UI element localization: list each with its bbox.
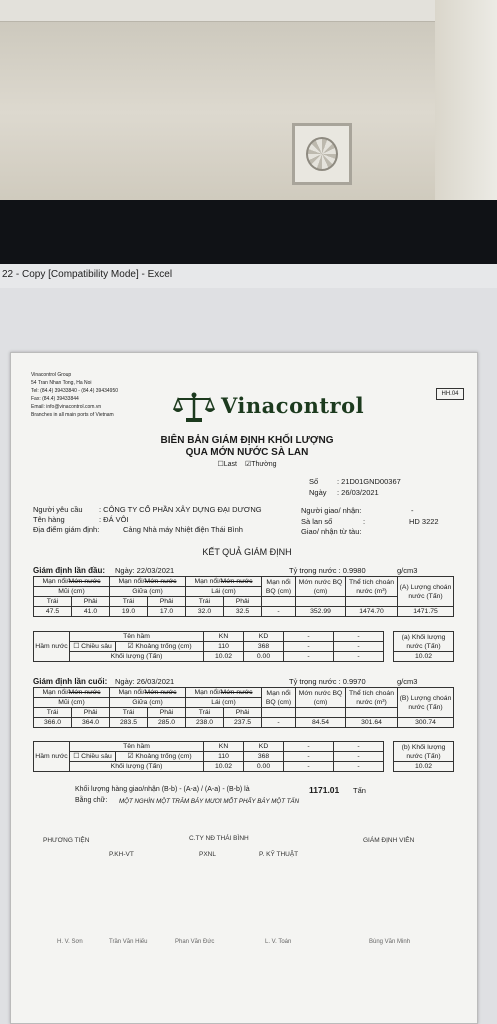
summary-formula: Khối lượng hàng giao/nhận (B-b) - (A-a) / (A-a) - (B-b) là — [75, 786, 250, 793]
table-cell: 368 — [244, 752, 284, 762]
table-cell: 41.0 — [72, 607, 110, 617]
barge-label: Sà lan số — [301, 517, 333, 526]
table-cell: - — [284, 652, 334, 662]
col-avg-draft: Mớn nước BQ (cm) — [296, 688, 346, 708]
side-label: Phải — [148, 708, 186, 718]
dept-kh-vt: P.KH-VT — [109, 851, 134, 858]
table-cell: 364.0 — [72, 718, 110, 728]
side-label: Trái — [186, 597, 224, 607]
last-draft-table — [33, 687, 454, 728]
table-cell: 283.5 — [110, 718, 148, 728]
col-mid-unit: Giữa (cm) — [110, 698, 186, 708]
table-cell: 32.5 — [224, 607, 262, 617]
report-no-value: : 21D01GND00367 — [337, 477, 401, 486]
first-ballast-table — [33, 631, 454, 662]
last-density-unit: g/cm3 — [397, 677, 418, 686]
table-cell: 300.74 — [398, 718, 454, 728]
barge-colon: : — [363, 517, 366, 526]
deliverer-label: Người giao/ nhận: — [301, 506, 362, 515]
table-cell: - — [284, 742, 334, 752]
table-cell: - — [284, 632, 334, 642]
ballast-col-kn: KN — [204, 632, 244, 642]
table-cell: 368 — [244, 642, 284, 652]
water-mass-b-label: (b) Khối lượng nước (Tấn) — [394, 742, 454, 762]
first-draft-table — [33, 576, 454, 617]
company-line: Branches in all main ports of Vietnam — [31, 412, 114, 418]
company-line: Vinacontrol Group — [31, 372, 72, 378]
table-cell: 238.0 — [186, 718, 224, 728]
table-cell: 301.64 — [346, 718, 398, 728]
table-cell: 19.0 — [110, 607, 148, 617]
col-stern-header: Mạn nổi/Mớn nước — [186, 688, 262, 698]
side-label: Phải — [72, 708, 110, 718]
table-cell: - — [284, 752, 334, 762]
depth-option: ☐ Chiều sâu — [70, 752, 116, 762]
window-title: 22 - Copy [Compatibility Mode] - Excel — [0, 264, 497, 288]
company-line: Tel: (84.4) 39433840 - (84.4) 39434950 — [31, 388, 119, 394]
checkbox-last: ☐Last — [217, 461, 238, 468]
requester-label: Người yêu cầu — [33, 505, 83, 514]
summary-words: MỘT NGHÌN MỘT TRĂM BẢY MƯƠI MỐT PHẨY BẢY MỘT TẤN — [119, 798, 300, 805]
company-line: Email: info@vinacontrol.com.vn — [31, 404, 102, 410]
signer-inspector: GIÁM ĐỊNH VIÊN — [363, 837, 415, 844]
last-values-row — [34, 718, 454, 728]
side-label: Phải — [224, 597, 262, 607]
last-ballast-table — [33, 741, 454, 772]
scales-logo-icon — [173, 391, 215, 423]
deliverer-value: - — [411, 506, 414, 515]
col-stern-unit: Lái (cm) — [186, 587, 262, 597]
barge-number: HD 3222 — [409, 517, 439, 526]
col-bow-header: Mạn nổi/Mớn nước — [34, 577, 110, 587]
col-bow-unit: Mũi (cm) — [34, 587, 110, 597]
col-displacement-b: (B) Lượng choán nước (Tấn) — [398, 688, 454, 718]
side-label: Trái — [34, 708, 72, 718]
report-no-label: Số — [309, 477, 319, 486]
signature-name: H. V. Sơn — [57, 939, 83, 945]
table-cell: 32.0 — [186, 607, 224, 617]
requester-value: : CÔNG TY CỔ PHẦN XÂY DỰNG ĐẠI DƯƠNG — [99, 505, 262, 514]
background-wall — [0, 0, 497, 205]
company-line: Fax: (84.4) 39433844 — [31, 396, 79, 402]
background-ceiling — [0, 0, 497, 22]
inspection-report — [23, 363, 471, 1023]
signer-plant: C.TY NĐ THÁI BÌNH — [189, 835, 249, 842]
ballast-col-name: Tên hầm — [70, 742, 204, 752]
side-label: Phải — [224, 708, 262, 718]
table-cell: 366.0 — [34, 718, 72, 728]
ballast-col-kd: KD — [244, 742, 284, 752]
table-cell: 0.00 — [244, 762, 284, 772]
report-type-checks — [23, 460, 471, 468]
summary-words-label: Bằng chữ: — [75, 797, 108, 804]
table-cell: 84.54 — [296, 718, 346, 728]
location-value: Cảng Nhà máy Nhiệt điện Thái Bình — [123, 525, 243, 534]
signer-vessel: PHƯƠNG TIỆN — [43, 837, 90, 844]
print-preview-page — [10, 352, 478, 1024]
signature-name: L. V. Toán — [265, 939, 292, 945]
water-mass-a-label: (a) Khối lượng nước (Tấn) — [394, 632, 454, 652]
col-bow-header: Mạn nổi/Mớn nước — [34, 688, 110, 698]
fan-icon — [306, 137, 338, 171]
company-line: 54 Tran Nhan Tong, Ha Noi — [31, 380, 92, 386]
col-volume: Thể tích choán nước (m³) — [346, 688, 398, 708]
first-values-row — [34, 607, 454, 617]
table-cell: 0.00 — [244, 652, 284, 662]
excel-window — [0, 264, 497, 1024]
table-cell: - — [334, 752, 384, 762]
table-cell: 237.5 — [224, 718, 262, 728]
side-label: Trái — [186, 708, 224, 718]
brand-logo-text: Vinacontrol — [221, 393, 365, 418]
goods-label: Tên hàng — [33, 515, 65, 524]
col-avg-freeboard: Mạn nổi BQ (cm) — [262, 688, 296, 708]
table-cell: - — [284, 762, 334, 772]
checkbox-normal: ☑Thường — [244, 461, 277, 468]
ship-label: Giao/ nhận từ tàu: — [301, 527, 362, 536]
table-cell: - — [334, 652, 384, 662]
report-date-label: Ngày — [309, 488, 327, 497]
ventilation-fan — [292, 123, 352, 185]
ballast-col-kd: KD — [244, 632, 284, 642]
first-inspection-date: Ngày: 22/03/2021 — [115, 566, 175, 575]
dept-technical: P. KỸ THUẬT — [259, 851, 299, 858]
location-label: Địa điểm giám định: — [33, 525, 100, 534]
table-cell: - — [262, 607, 296, 617]
signature-name: Bùng Văn Minh — [369, 939, 411, 945]
ullage-option: ☑ Khoảng trống (cm) — [116, 642, 204, 652]
table-cell: - — [334, 632, 384, 642]
report-date-value: : 26/03/2021 — [337, 488, 379, 497]
table-cell: 10.02 — [204, 652, 244, 662]
col-displacement-a: (A) Lượng choán nước (Tấn) — [398, 577, 454, 607]
first-water-density: Tỷ trọng nước : 0.9980 — [289, 566, 366, 575]
table-cell: - — [334, 762, 384, 772]
col-volume: Thể tích choán nước (m³) — [346, 577, 398, 597]
table-cell: 352.99 — [296, 607, 346, 617]
background-wall-edge — [435, 0, 497, 205]
water-mass-b-value: 10.02 — [394, 762, 454, 772]
table-cell: 110 — [204, 642, 244, 652]
table-cell: 285.0 — [148, 718, 186, 728]
table-cell: 1474.70 — [346, 607, 398, 617]
ballast-label: Hầm nước — [34, 632, 70, 662]
ballast-label: Hầm nước — [34, 742, 70, 772]
last-inspection-heading: Giám định lần cuối: — [33, 677, 108, 686]
first-density-unit: g/cm3 — [397, 566, 418, 575]
table-cell: 17.0 — [148, 607, 186, 617]
last-water-density: Tỷ trọng nước : 0.9970 — [289, 677, 366, 686]
table-cell: - — [262, 718, 296, 728]
depth-option: ☐ Chiều sâu — [70, 642, 116, 652]
dept-pxnl: PXNL — [199, 851, 216, 858]
summary-unit: Tấn — [353, 786, 366, 795]
ullage-option: ☑ Khoảng trống (cm) — [116, 752, 204, 762]
col-avg-draft: Mớn nước BQ (cm) — [296, 577, 346, 597]
ballast-col-kn: KN — [204, 742, 244, 752]
monitor-bezel — [0, 200, 497, 264]
col-stern-unit: Lái (cm) — [186, 698, 262, 708]
table-cell: - — [334, 742, 384, 752]
col-mid-unit: Giữa (cm) — [110, 587, 186, 597]
table-cell: 1471.75 — [398, 607, 454, 617]
table-cell: 110 — [204, 752, 244, 762]
side-label: Phải — [72, 597, 110, 607]
mass-row-label: Khối lượng (Tấn) — [70, 762, 204, 772]
col-bow-unit: Mũi (cm) — [34, 698, 110, 708]
water-mass-a-value: 10.02 — [394, 652, 454, 662]
ballast-col-name: Tên hầm — [70, 632, 204, 642]
form-code: HH.04 — [436, 388, 464, 400]
table-cell: - — [284, 642, 334, 652]
signature-name: Trần Văn Hiếu — [109, 939, 148, 945]
last-inspection-date: Ngày: 26/03/2021 — [115, 677, 175, 686]
report-title: BIÊN BẢN GIÁM ĐỊNH KHỐI LƯỢNG — [160, 435, 334, 446]
col-mid-header: Mạn nổi/Mớn nước — [110, 577, 186, 587]
first-inspection-heading: Giám định lần đầu: — [33, 566, 106, 575]
side-label: Trái — [110, 597, 148, 607]
col-avg-freeboard: Mạn nổi BQ (cm) — [262, 577, 296, 597]
table-cell: 10.02 — [204, 762, 244, 772]
goods-value: : ĐÁ VÔI — [99, 515, 129, 524]
report-subtitle: QUA MỚN NƯỚC SÀ LAN — [185, 447, 309, 458]
side-label: Phải — [148, 597, 186, 607]
col-stern-header: Mạn nổi/Mớn nước — [186, 577, 262, 587]
company-info — [31, 371, 118, 419]
col-mid-header: Mạn nổi/Mớn nước — [110, 688, 186, 698]
mass-row-label: Khối lượng (Tấn) — [70, 652, 204, 662]
table-cell: 47.5 — [34, 607, 72, 617]
signature-name: Phan Văn Đức — [175, 939, 215, 945]
summary-total: 1171.01 — [309, 785, 340, 795]
result-title: KẾT QUẢ GIÁM ĐỊNH — [202, 547, 292, 557]
table-cell: - — [334, 642, 384, 652]
side-label: Trái — [110, 708, 148, 718]
side-label: Trái — [34, 597, 72, 607]
